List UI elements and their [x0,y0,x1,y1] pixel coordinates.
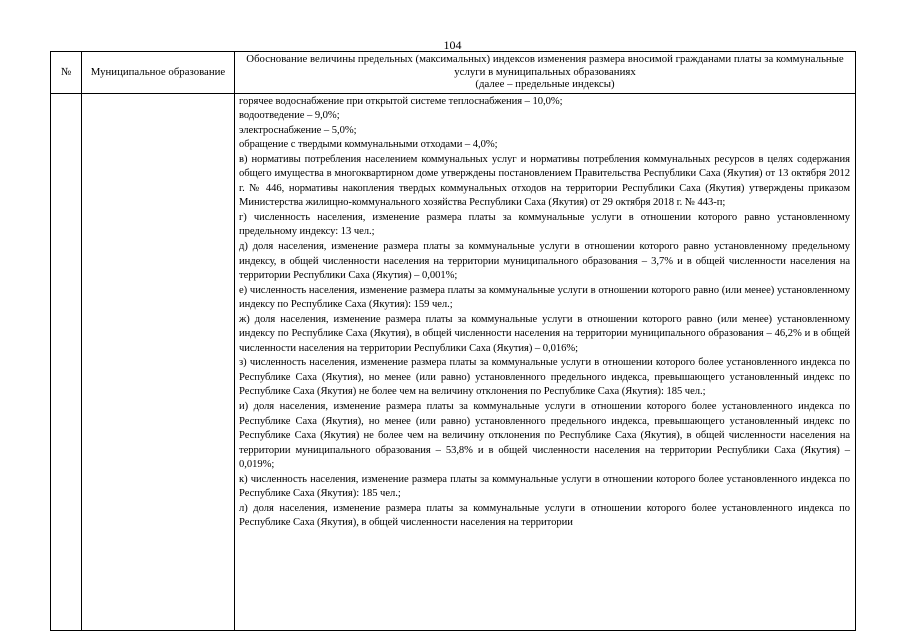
paragraph-item-l: л) доля населения, изменение размера платы за коммунальные услуги в отношении которого более установленного индекса по Республике Саха (Якутия), в общей численности населения на территории [239,502,850,529]
column-header-number: № [51,52,82,94]
paragraph-item-d: д) доля населения, изменение размера платы за коммунальные услуги в отношении которого равно установленному предельному индексу, в общей численности населения на территории муниципального образования – 3,7% и в общей численности населения на территории Республики Саха (Якутия) – 0,001%; [239,240,850,282]
column-header-basis-note: (далее – предельные индексы) [475,78,615,90]
paragraph-item-z: з) численность населения, изменение размера платы за коммунальные услуги в отношении которого более установленного индекса по Республике Саха (Якутия), но менее (или равно) установленного предельного индекса, превышающего установленный индекс по Республике Саха (Якутия) не более чем на величину отклонения по Республике Саха (Якутия): 185 чел.; [239,357,850,398]
data-table [50,51,856,631]
paragraph-item-zh: ж) доля населения, изменение размера платы за коммунальные услуги в отношении которого равно (или менее) установленному индексу по Республике Саха (Якутия), в общей численности населения на территории муниципального образования – 46,2% и в общей численности населения на территории Республики Саха (Якутия) – 0,016%; [239,313,850,354]
table-row [51,93,856,630]
column-header-basis [235,52,856,94]
paragraph-item-v: в) нормативы потребления населением коммунальных услуг и нормативы потребления коммунальных ресурсов в целях содержания общего имущества в многоквартирном доме утверждены постановлением Правительства Республики Саха (Якутия) от 13 октября 2012 г. № 446, нормативы накопления твердых коммунальных отходов на территории Республики Саха (Якутия) утверждены приказом Министерства жилищно-коммунального хозяйства Республики Саха (Якутия) от 29 октября 2018 г. № 443-п; [239,153,850,209]
paragraph-item-i: и) доля населения, изменение размера платы за коммунальные услуги в отношении которого более установленного индекса по Республике Саха (Якутия), но менее (или равно) установленного предельного индекса, превышающего установленный индекс по Республике Саха (Якутия) не более чем на величину отклонения по Республике Саха (Якутия), в общей численности населения на территории муниципального образования – 53,8% и в общей численности населения на территории Республики Саха (Якутия) – 0,019%; [239,400,850,471]
paragraph-hot-water: горячее водоснабжение при открытой системе теплоснабжения – 10,0%; [239,95,563,107]
column-header-municipality: Муниципальное образование [82,52,235,94]
paragraph-item-e: е) численность населения, изменение размера платы за коммунальные услуги в отношении которого равно (или менее) установленному индексу по Республике Саха (Якутия): 159 чел.; [239,284,850,311]
paragraph-sewerage: водоотведение – 9,0%; [239,110,340,122]
page-number: 104 [443,38,462,52]
paragraph-electricity: электроснабжение – 5,0%; [239,124,357,136]
cell-number [51,93,82,630]
cell-municipality [82,93,235,630]
paragraph-item-k: к) численность населения, изменение размера платы за коммунальные услуги в отношении которого более установленного индекса по Республике Саха (Якутия): 185 чел.; [239,473,850,500]
column-header-basis-text: Обоснование величины предельных (максимальных) индексов изменения размера вносимой гражданами платы за коммунальные услуги в муниципальных образованиях [246,53,844,78]
table-header-row [51,52,856,94]
paragraph-solid-waste: обращение с твердыми коммунальными отходами – 4,0%; [239,139,498,151]
cell-basis-content [235,93,856,630]
paragraph-item-g: г) численность населения, изменение размера платы за коммунальные услуги в отношении которого равно установленному предельному индексу: 13 чел.; [239,211,850,238]
